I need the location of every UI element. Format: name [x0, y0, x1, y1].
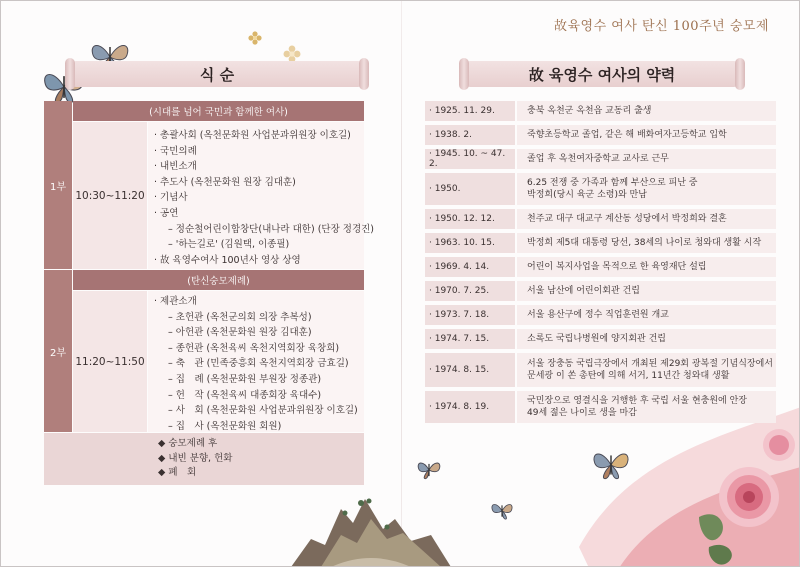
list-item: ◆ 폐 회: [158, 467, 197, 478]
list-item: – 아헌관 (옥천문화원 원장 김대훈): [168, 327, 312, 339]
list-item: – 집 례 (옥천문화원 부원장 정종관): [168, 373, 322, 385]
list-item: · 국민의례: [154, 145, 197, 157]
timeline-date: · 1938. 2.: [425, 125, 515, 145]
part2-section-header: (탄신숭모제례): [73, 270, 364, 290]
timeline-text: 서울 남산에 어린이회관 건립: [517, 281, 776, 301]
butterfly-icon: [489, 499, 515, 523]
list-item: · 추도사 (옥천문화원 원장 김대훈): [154, 176, 296, 188]
flower-ornament-icon: [248, 31, 262, 45]
list-item: – 정순철어린이합창단(내나라 대한) (단장 정경진): [168, 223, 375, 235]
part2-time: 11:20~11:50: [73, 291, 147, 432]
timeline-date: · 1974. 7. 15.: [425, 329, 515, 349]
timeline-row: [425, 125, 776, 145]
header-caption: 故육영수 여사 탄신 100주년 숭모제: [553, 19, 769, 34]
timeline-text: 6.25 전쟁 중 가족과 함께 부산으로 피난 중 박정희(당시 육군 소령)와 만남: [517, 173, 776, 205]
program-title-banner: [73, 61, 361, 87]
timeline-date: · 1969. 4. 14.: [425, 257, 515, 277]
biography-title-banner: [467, 61, 737, 87]
biography-title: 故 육영수 여사의 약력: [528, 65, 676, 84]
timeline-row: [425, 281, 776, 301]
timeline-date: · 1970. 7. 25.: [425, 281, 515, 301]
timeline-date: · 1950. 12. 12.: [425, 209, 515, 229]
list-item: ◆ 숭모제례 후: [158, 438, 218, 449]
timeline-row: [425, 101, 776, 121]
list-item: · 총괄사회 (옥천문화원 사업분과위원장 이호길): [154, 130, 351, 141]
timeline-row: [425, 233, 776, 253]
timeline-row: [425, 209, 776, 229]
list-item: – 헌 작 (옥천육씨 대종회장 육대수): [168, 389, 322, 401]
timeline-text: 박정희 제5대 대통령 당선, 38세의 나이로 청와대 생활 시작: [517, 233, 776, 253]
timeline-text: 서울 용산구에 정수 직업훈련원 개교: [517, 305, 776, 325]
list-item: · 제관소개: [154, 296, 197, 307]
list-item: – 집 사 (옥천문화원 회원): [168, 420, 282, 432]
timeline-text: 충북 옥천군 옥천읍 교동리 출생: [517, 101, 776, 121]
list-item: ◆ 내빈 분향, 헌화: [158, 452, 233, 464]
program-title: 식 순: [199, 65, 235, 84]
timeline-text: 죽향초등학교 졸업, 같은 해 배화여자고등학교 입학: [517, 125, 776, 145]
timeline-text: 서울 장충동 국립극장에서 개최된 제29회 광복절 기념식장에서 문세광 이 쏜 총탄에 의해 서거, 11년간 청와대 생활: [517, 353, 776, 387]
list-item: – 사 회 (옥천문화원 사업분과위원장 이호길): [168, 405, 358, 417]
timeline-date: · 1974. 8. 19.: [425, 391, 515, 423]
timeline-row: [425, 391, 776, 423]
list-item: – 축 관 (민족중흥회 옥천지역회장 금효길): [168, 358, 349, 370]
list-item: – '하는길로' (김원택, 이종필): [168, 239, 290, 251]
timeline-date: · 1945. 10. ~ 47. 2.: [425, 149, 515, 169]
timeline-date: · 1974. 8. 15.: [425, 353, 515, 387]
part1-time: 10:30~11:20: [73, 122, 147, 269]
timeline-text: 국민장으로 영결식을 거행한 후 국립 서울 현충원에 안장 49세 젊은 나이로 생을 마감: [517, 391, 776, 423]
list-item: – 종헌관 (옥천육씨 옥천지역회장 육창희): [168, 342, 340, 354]
part2-items: [148, 291, 364, 432]
timeline-date: · 1950.: [425, 173, 515, 205]
timeline-row: [425, 257, 776, 277]
part2-label: 2부: [44, 270, 72, 432]
timeline-date: · 1973. 7. 18.: [425, 305, 515, 325]
timeline-text: 어린이 복지사업을 목적으로 한 육영재단 설립: [517, 257, 776, 277]
part1-section-header: (시대를 넘어 국민과 함께한 여사): [73, 101, 364, 121]
list-item: · 기념사: [154, 192, 188, 204]
timeline-text: 졸업 후 옥천여자중학교 교사로 근무: [517, 149, 776, 169]
list-item: · 공연: [154, 207, 179, 219]
timeline-row: [425, 353, 776, 387]
timeline-row: [425, 329, 776, 349]
part1-label: 1부: [44, 101, 72, 269]
timeline-row: [425, 305, 776, 325]
part1-items: [148, 122, 375, 269]
mountain-illustration: [291, 479, 451, 567]
list-item: – 초헌관 (옥천군의회 의장 추복성): [168, 311, 312, 323]
timeline-row: [425, 173, 776, 205]
timeline-text: 천주교 대구 대교구 계산동 성당에서 박정희와 결혼: [517, 209, 776, 229]
timeline-date: · 1963. 10. 15.: [425, 233, 515, 253]
timeline-date: · 1925. 11. 29.: [425, 101, 515, 121]
list-item: · 故 육영수여사 100년사 영상 상영: [154, 254, 301, 266]
list-item: · 내빈소개: [154, 161, 197, 173]
closing-notes: [44, 433, 364, 485]
timeline-row: [425, 149, 776, 169]
timeline-text: 소록도 국립나병원에 양지회관 건립: [517, 329, 776, 349]
